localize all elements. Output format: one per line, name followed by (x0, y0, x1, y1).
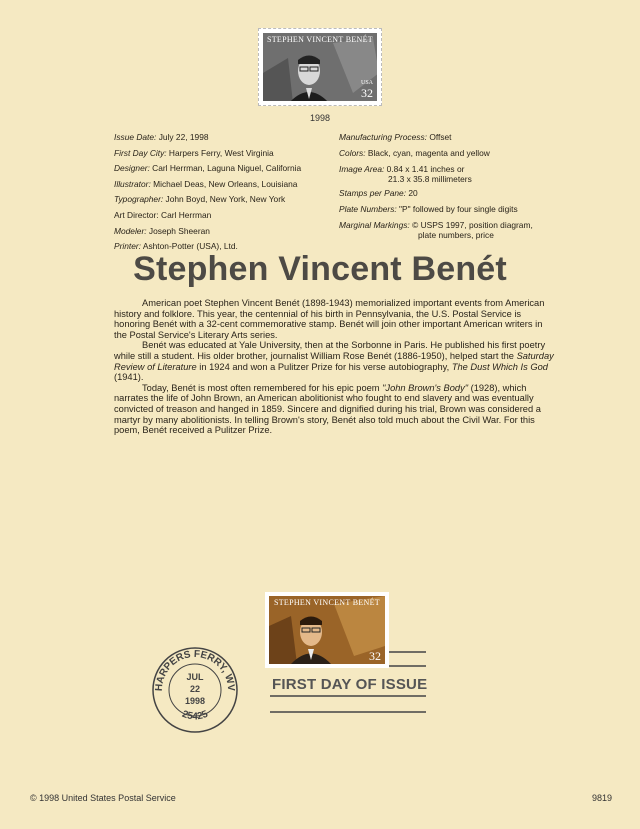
stamp-year: 1998 (309, 113, 331, 123)
paragraph-3: Today, Benét is most often remembered for his epic poem "John Brown's Body" (1928), which narrates the life of John Brown, an American abolitionist who fought to end slavery and was eventually convicted of treason and hanged in 1859. Sincere and dignified during his trial, Brown was considered a martyr by many abolitionists. In telling Brown's story, Benét also told much about the Civil War. For this poem, Benét received a Pulitzer Prize. (114, 382, 541, 436)
detail-printer: Printer: Ashton-Potter (USA), Ltd. (114, 241, 238, 252)
item-code: 9819 (591, 793, 612, 803)
detail-marginal-markings-cont: plate numbers, price (418, 230, 494, 241)
paragraph-1: American poet Stephen Vincent Benét (1898-1943) memorialized important events from American history and folklore. This year, the centennial of his birth in Pennsylvania, the U.S. Postal Service is honoring Benét with a 32-cent commemorative stamp. Benét will join other important American writers in the Postal Service's Literary Arts series. (114, 298, 545, 340)
stamp-image-color (265, 592, 389, 668)
stamp-value-color: 32 (369, 649, 381, 663)
stamp-denomination-color (369, 651, 381, 661)
detail-illustrator: Illustrator: Michael Deas, New Orleans, Louisiana (114, 178, 298, 189)
postmark-icon (150, 645, 240, 735)
page-title: Stephen Vincent Benét (133, 250, 507, 288)
postmark-zip: 25425 (180, 708, 210, 723)
detail-manufacturing: Manufacturing Process: Offset (339, 132, 452, 142)
postmark-month: JUL (186, 672, 204, 682)
paragraph-2: Benét was educated at Yale University, then at the Sorbonne in Paris. He published his first poetry while still a student. His older brother, journalist William Rose Benét (1886-1950), helped start the Saturday Review of Literature in 1924 and won a Pulitzer Prize for his verse autobiography, The Dust Which Is God (1941). (114, 340, 554, 383)
article-body (114, 298, 554, 436)
detail-typographer: Typographer: John Boyd, New York, New York (114, 194, 286, 205)
detail-image-area-metric: 21.3 x 35.8 millimeters (388, 174, 472, 185)
first-day-of-issue-label: FIRST DAY OF ISSUE (272, 676, 428, 693)
detail-marginal-markings: Marginal Markings: © USPS 1997, position diagram, (339, 220, 533, 231)
stamp-title: STEPHEN VINCENT BENÉT (266, 35, 373, 44)
detail-art-director: Art Director: Carl Herrman (114, 209, 212, 220)
stamp-details-left (114, 130, 329, 255)
detail-modeler: Modeler: Joseph Sheeran (114, 225, 210, 236)
detail-designer: Designer: Carl Herrman, Laguna Niguel, California (114, 163, 302, 174)
detail-first-day-city: First Day City: Harpers Ferry, West Virginia (114, 147, 274, 158)
detail-stamps-per-pane: Stamps per Pane: 20 (339, 188, 418, 199)
postmark-year: 1998 (184, 696, 206, 706)
stamp-country: USA (360, 80, 373, 86)
stamp-title-color: STEPHEN VINCENT BENÉT (273, 598, 380, 607)
stamp-image-top (258, 28, 382, 106)
detail-colors: Colors: Black, cyan, magenta and yellow (339, 147, 490, 158)
detail-issue-date: Issue Date: July 22, 1998 (114, 132, 209, 142)
postmark-city: HARPERS FERRY, WV (153, 648, 237, 692)
postmark-day: 22 (189, 684, 201, 694)
detail-image-area: Image Area: 0.84 x 1.41 inches or (339, 164, 465, 175)
stamp-artwork (263, 33, 377, 101)
copyright-notice: © 1998 United States Postal Service (30, 793, 176, 803)
detail-plate-numbers: Plate Numbers: "P" followed by four single digits (339, 203, 518, 214)
stamp-denomination (361, 78, 373, 98)
stamp-artwork-color (269, 596, 385, 664)
stamp-details-right (339, 130, 539, 240)
stamp-value: 32 (361, 86, 373, 100)
